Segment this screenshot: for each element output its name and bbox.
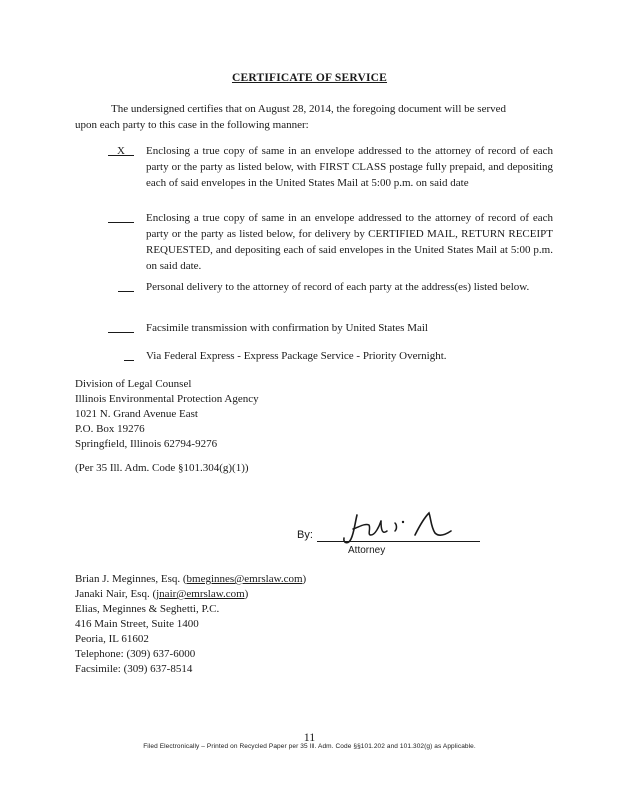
document-title: CERTIFICATE OF SERVICE: [231, 72, 388, 84]
recipient-line-2: Illinois Environmental Protection Agency: [75, 393, 259, 405]
citation: (Per 35 Ill. Adm. Code §101.304(g)(1)): [75, 462, 249, 474]
counsel-1-email-link[interactable]: bmeginnes@emrslaw.com: [186, 573, 303, 585]
option-4-blank: [108, 320, 134, 338]
counsel-telephone: Telephone: (309) 637-6000: [75, 648, 196, 660]
counsel-1-close: ): [302, 573, 307, 585]
option-4-text: Facsimile transmission with confirmation by United States Mail: [146, 322, 428, 334]
counsel-2-name: Janaki Nair, Esq. (: [75, 588, 157, 600]
counsel-block: [75, 572, 306, 677]
signature-line: [317, 541, 480, 542]
counsel-facsimile: Facsimile: (309) 637-8514: [75, 663, 193, 675]
counsel-line-1: [75, 572, 306, 587]
recipient-line-5: Springfield, Illinois 62794-9276: [75, 438, 218, 450]
option-5-text: Via Federal Express - Express Package Service - Priority Overnight.: [146, 350, 447, 362]
signature-role-label: Attorney: [348, 545, 386, 556]
page-footer: Filed Electronically – Printed on Recycled Paper per 35 Ill. Adm. Code §§101.202 and 101.302(g) as Applicable.: [143, 743, 476, 750]
option-2-blank: [108, 210, 134, 228]
recipient-line-3: 1021 N. Grand Avenue East: [75, 408, 198, 420]
counsel-1-name: Brian J. Meginnes, Esq. (: [75, 573, 187, 585]
option-1-text: Enclosing a true copy of same in an envelope addressed to the attorney of record of each party or the party as listed below, with FIRST CLASS postage fully prepaid, and depositing each of said envelopes in the United States Mail at 5:00 p.m. on said date: [146, 145, 553, 189]
option-2-text: Enclosing a true copy of same in an envelope addressed to the attorney of record of each party or the party as listed below, for delivery by CERTIFIED MAIL, RETURN RECEIPT REQUESTED, and depositing each of said envelopes in the United States Mail at 5:00 p.m. on said date.: [146, 212, 553, 272]
signature-icon: [335, 505, 465, 550]
counsel-2-email-link[interactable]: jnair@emrslaw.com: [156, 588, 245, 600]
option-1-mark-text: X: [117, 145, 125, 157]
option-3-blank: [118, 279, 134, 297]
option-5-blank: [124, 348, 134, 366]
signature-by-label: By:: [297, 529, 313, 541]
counsel-firm: Elias, Meginnes & Seghetti, P.C.: [75, 603, 220, 615]
counsel-street: 416 Main Street, Suite 1400: [75, 618, 199, 630]
recipient-line-1: Division of Legal Counsel: [75, 378, 192, 390]
counsel-city: Peoria, IL 61602: [75, 633, 149, 645]
counsel-line-2: [75, 587, 306, 602]
option-3-text: Personal delivery to the attorney of record of each party at the address(es) listed below.: [146, 281, 530, 293]
intro-line-1: The undersigned certifies that on August 28, 2014, the foregoing document will be served: [111, 103, 506, 115]
option-1-checkmark: [108, 143, 134, 159]
intro-line-2: upon each party to this case in the following manner:: [75, 119, 309, 131]
recipient-address: [75, 377, 259, 452]
counsel-2-close: ): [244, 588, 249, 600]
recipient-line-4: P.O. Box 19276: [75, 423, 145, 435]
page-number: 11: [303, 730, 316, 744]
